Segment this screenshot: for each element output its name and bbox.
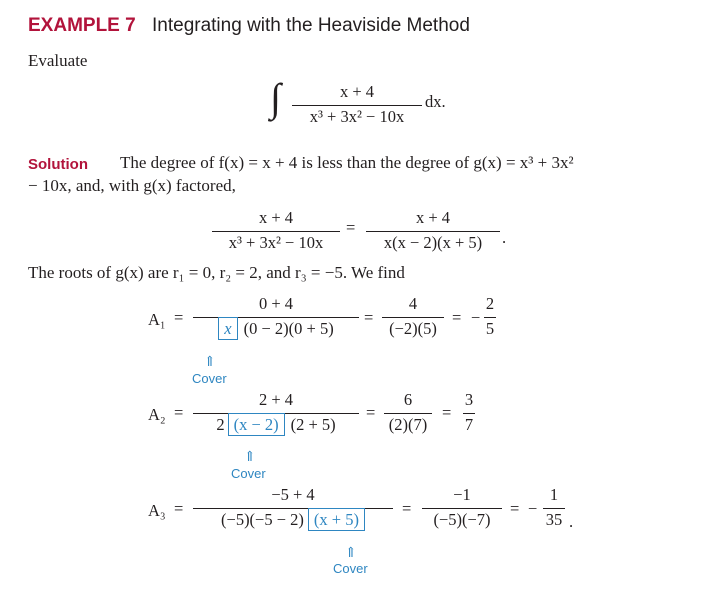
a3-result [543, 487, 565, 528]
left-denominator: x³ + 3x² − 10x [228, 232, 324, 252]
equals-sign: = [174, 308, 184, 327]
equals-sign: = [510, 499, 520, 518]
a2-fraction-2 [384, 392, 432, 433]
right-fraction [366, 210, 500, 251]
a3-numerator-2: −1 [453, 485, 471, 504]
right-numerator: x + 4 [415, 208, 451, 227]
solution-line-1: The degree of f(x) = x + 4 is less than the degree of g(x) = x³ + 3x² [120, 153, 574, 172]
a2-covered-factor: (x − 2) [228, 413, 285, 436]
fraction-bar [366, 231, 500, 232]
a2-numerator: 2 + 4 [258, 390, 294, 409]
fraction-bar [292, 105, 422, 106]
equals-sign: = [452, 308, 462, 327]
equals-sign: = [364, 308, 374, 327]
a3-covered-factor: (x + 5) [308, 508, 365, 531]
a3-denominator-2: (−5)(−7) [433, 509, 491, 529]
equals-sign: = [346, 218, 356, 237]
a3-denominator [221, 509, 365, 529]
a2-fraction [193, 392, 359, 433]
fraction-bar [484, 317, 496, 318]
integrand-numerator: x + 4 [339, 82, 375, 101]
a1-label: A₁ [148, 310, 166, 329]
cover-label: Cover [192, 371, 227, 386]
up-arrow-icon: ⇑ [204, 355, 216, 370]
example-title: Integrating with the Heaviside Method [152, 15, 470, 36]
up-arrow-icon: ⇑ [244, 450, 256, 465]
integrand-denominator: x³ + 3x² − 10x [309, 106, 405, 126]
a3-result-denominator: 35 [545, 509, 563, 529]
fraction-bar [543, 508, 565, 509]
minus-sign: − [471, 308, 481, 327]
equals-sign: = [442, 403, 452, 422]
a2-denominator-pre: 2 [216, 414, 225, 434]
a1-fraction [193, 296, 359, 337]
a2-result-denominator: 7 [464, 414, 474, 434]
a2-denominator [216, 414, 336, 434]
equals-sign: = [366, 403, 376, 422]
a2-denominator-2: (2)(7) [388, 414, 428, 434]
integral-sign: ∫ [270, 75, 281, 120]
left-fraction [212, 210, 340, 251]
a1-denominator [218, 318, 334, 338]
a1-result-numerator: 2 [485, 294, 495, 313]
a3-fraction-2 [422, 487, 502, 528]
cover-label: Cover [333, 561, 368, 576]
evaluate-text: Evaluate [28, 51, 88, 70]
solution-label: Solution [28, 156, 88, 173]
right-denominator: x(x − 2)(x + 5) [383, 232, 483, 252]
period: . [502, 228, 507, 247]
a1-covered-factor: x [224, 318, 232, 338]
a2-result [463, 392, 475, 433]
a2-numerator-2: 6 [403, 390, 413, 409]
a1-result-denominator: 5 [485, 318, 495, 338]
roots-text: The roots of g(x) are r₁ = 0, r₂ = 2, and r₃ = −5. We find [28, 263, 405, 282]
fraction-bar [384, 413, 432, 414]
equals-sign: = [174, 499, 184, 518]
minus-sign: − [528, 499, 538, 518]
a1-numerator: 0 + 4 [258, 294, 294, 313]
fraction-bar [422, 508, 502, 509]
solution-line-2: − 10x, and, with g(x) factored, [28, 176, 236, 195]
a1-numerator-2: 4 [408, 294, 418, 313]
period: . [569, 512, 574, 531]
a3-label: A₃ [148, 501, 166, 520]
fraction-bar [463, 413, 475, 414]
integrand-fraction [292, 84, 422, 125]
fraction-bar [212, 231, 340, 232]
equals-sign: = [174, 403, 184, 422]
a1-result [484, 296, 496, 337]
a3-result-numerator: 1 [549, 485, 559, 504]
cover-label: Cover [231, 466, 266, 481]
a1-fraction-2 [382, 296, 444, 337]
a3-fraction [193, 487, 393, 528]
a1-denominator-2: (−2)(5) [389, 318, 437, 338]
a3-denominator-pre: (−5)(−5 − 2) [221, 509, 304, 529]
integral-dx: dx. [425, 92, 446, 111]
a1-denominator-rest: (0 − 2)(0 + 5) [243, 318, 334, 338]
a2-result-numerator: 3 [464, 390, 474, 409]
example-label: EXAMPLE 7 [28, 15, 136, 36]
a2-denominator-rest: (2 + 5) [290, 414, 336, 434]
left-numerator: x + 4 [258, 208, 294, 227]
a2-label: A₂ [148, 405, 166, 424]
up-arrow-icon: ⇑ [345, 546, 357, 561]
equals-sign: = [402, 499, 412, 518]
a3-numerator: −5 + 4 [271, 485, 315, 504]
fraction-bar [382, 317, 444, 318]
